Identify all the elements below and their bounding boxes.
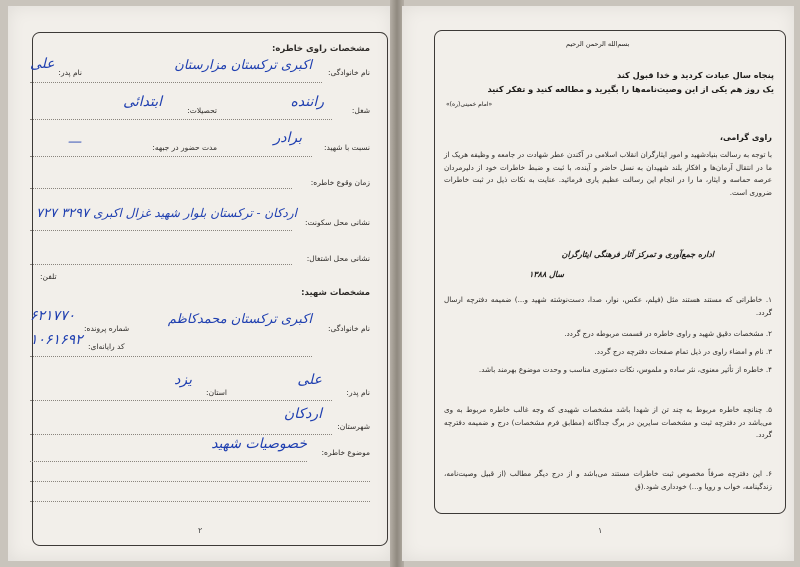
dotted-line — [30, 434, 332, 435]
quote-source: «امام خمینی(ره)» — [446, 101, 493, 108]
father-name-value: علی — [30, 56, 55, 72]
province-value: یزد — [174, 372, 192, 388]
basmala: بسم‌الله الرحمن الرحیم — [566, 40, 630, 48]
job-label: شغل: — [351, 106, 370, 115]
file-number-label: شماره پرونده: — [84, 324, 130, 333]
intro-paragraph: با توجه به رسالت بنیادشهید و امور ایثارگران انقلاب اسلامی در آکندن عطر شهادت در جامعه و وظیفه هریک از ما در انتقال آرمان‌ها و افکار بلند شهیدان به نسل حاضر و آینده، با ثبت و ضبط خاطرات خود از دلیرمردان عرصه حماسه و ایثار، ما را در انجام این رسالت عظیم یاری فرمائید. عنایت به نکات ذیل در ثبت خاطرات ضروری است. — [444, 150, 772, 197]
left-page — [8, 6, 392, 561]
relation-label: نسبت با شهید: — [323, 143, 370, 152]
greeting: راوی گرامی، — [719, 132, 772, 142]
dotted-line — [30, 188, 292, 189]
dotted-line — [30, 156, 312, 157]
quote-line-1: پنجاه سال عبادت کردید و خدا قبول کند — [616, 70, 774, 80]
instruction-item: ۳. نام و امضاء راوی در ذیل تمام صفحات دفترچه درج گردد. — [594, 347, 772, 356]
instruction-item: ۴. خاطره از تأثیر معنوی، نثر ساده و ملموس، نکات دستوری مناسب و وحدت موضوع بهرمند باشد. — [478, 365, 772, 374]
right-page — [402, 6, 794, 561]
dotted-line — [30, 356, 312, 357]
last-name-value: اکبری ترکستان مزارستان — [174, 58, 312, 73]
last-name-label: نام خانوادگی: — [327, 68, 370, 77]
dotted-line — [30, 230, 292, 231]
father-name-label: نام پدر: — [58, 68, 82, 77]
martyr-last-name-label: نام خانوادگی: — [327, 324, 370, 333]
page-number: ۲ — [198, 526, 203, 535]
front-duration-value: — — [68, 134, 82, 150]
city-value: اردکان — [283, 406, 322, 422]
subject-label: موضوع خاطره: — [321, 448, 370, 457]
page-number: ۱ — [598, 526, 603, 535]
city-label: شهرستان: — [337, 422, 370, 431]
work-address-label: نشانی محل اشتغال: — [306, 254, 370, 263]
subject-value: خصوصیات شهید — [211, 436, 307, 452]
province-label: استان: — [206, 388, 227, 397]
relation-value: برادر — [273, 130, 302, 146]
dotted-line — [30, 481, 370, 482]
computer-code-label: کد رایانه‌ای: — [88, 342, 125, 351]
office-name: اداره جمع‌آوری و تمرکز آثار فرهنگی ایثارگران — [561, 250, 714, 259]
dotted-line — [30, 82, 322, 83]
address-value: اردکان - ترکستان بلوار شهید غزال اکبری — [93, 206, 297, 220]
file-number-value: ۶۲۱۷۷۰ — [30, 308, 76, 324]
martyr-father-value: علی — [297, 372, 322, 388]
dotted-line — [30, 501, 370, 502]
instruction-item: ۶. این دفترچه صرفاً مخصوص ثبت خاطرات مستند می‌باشد و از درج دیگر مطالب (از قبیل وصیت‌نامه، زندگینامه، خواب و رویا و...) خودداری شود.(ق — [444, 469, 772, 491]
job-value: راننده — [290, 94, 324, 110]
phone-label: تلفن: — [40, 272, 57, 281]
martyr-father-label: نام پدر: — [346, 388, 370, 397]
instruction-item: ۲. مشخصات دقیق شهید و راوی خاطره در قسمت مربوطه درج گردد. — [564, 329, 772, 338]
dotted-line — [30, 119, 332, 120]
martyr-heading: مشخصات شهید: — [301, 288, 370, 298]
dotted-line — [30, 400, 332, 401]
narrator-heading: مشخصات راوی خاطره: — [272, 44, 370, 54]
instruction-item: ۱. خاطراتی که مستند هستند مثل (فیلم، عکس، نوار، صدا، دست‌نوشته شهید و...) ضمیمه دفترچه ارسال گردد. — [444, 295, 772, 317]
memory-time-label: زمان وقوع خاطره: — [310, 178, 370, 187]
year: سال ۱۳۸۸ — [529, 270, 564, 279]
education-value: ابتدائی — [123, 94, 162, 110]
dotted-line — [30, 461, 307, 462]
instruction-item: ۵. چنانچه خاطره مربوط به چند تن از شهدا باشد مشخصات شهیدی که وجه غالب خاطره مربوط به وی می‌باشد در دفترچه ثبت و مشخصات سایرین در برگ جداگانه (مطابق فرم مشخصات) درج و ضمیمه دفترچه گردد. — [444, 405, 772, 439]
dotted-line — [30, 264, 292, 265]
computer-code-value: ۱۰۶۱۶۹۲ — [30, 332, 83, 348]
address-label: نشانی محل سکونت: — [305, 218, 370, 227]
front-duration-label: مدت حضور در جبهه: — [152, 143, 217, 152]
quote-line-2: یک روز هم یکی از این وصیت‌نامه‌ها را بگیرید و مطالعه کنید و تفکر کنید — [487, 84, 774, 94]
address-number: ۷۲۷ ۳۲۹۷ — [36, 206, 90, 221]
education-label: تحصیلات: — [187, 106, 217, 115]
martyr-last-name-value: اکبری ترکستان محمدکاظم — [167, 312, 312, 327]
